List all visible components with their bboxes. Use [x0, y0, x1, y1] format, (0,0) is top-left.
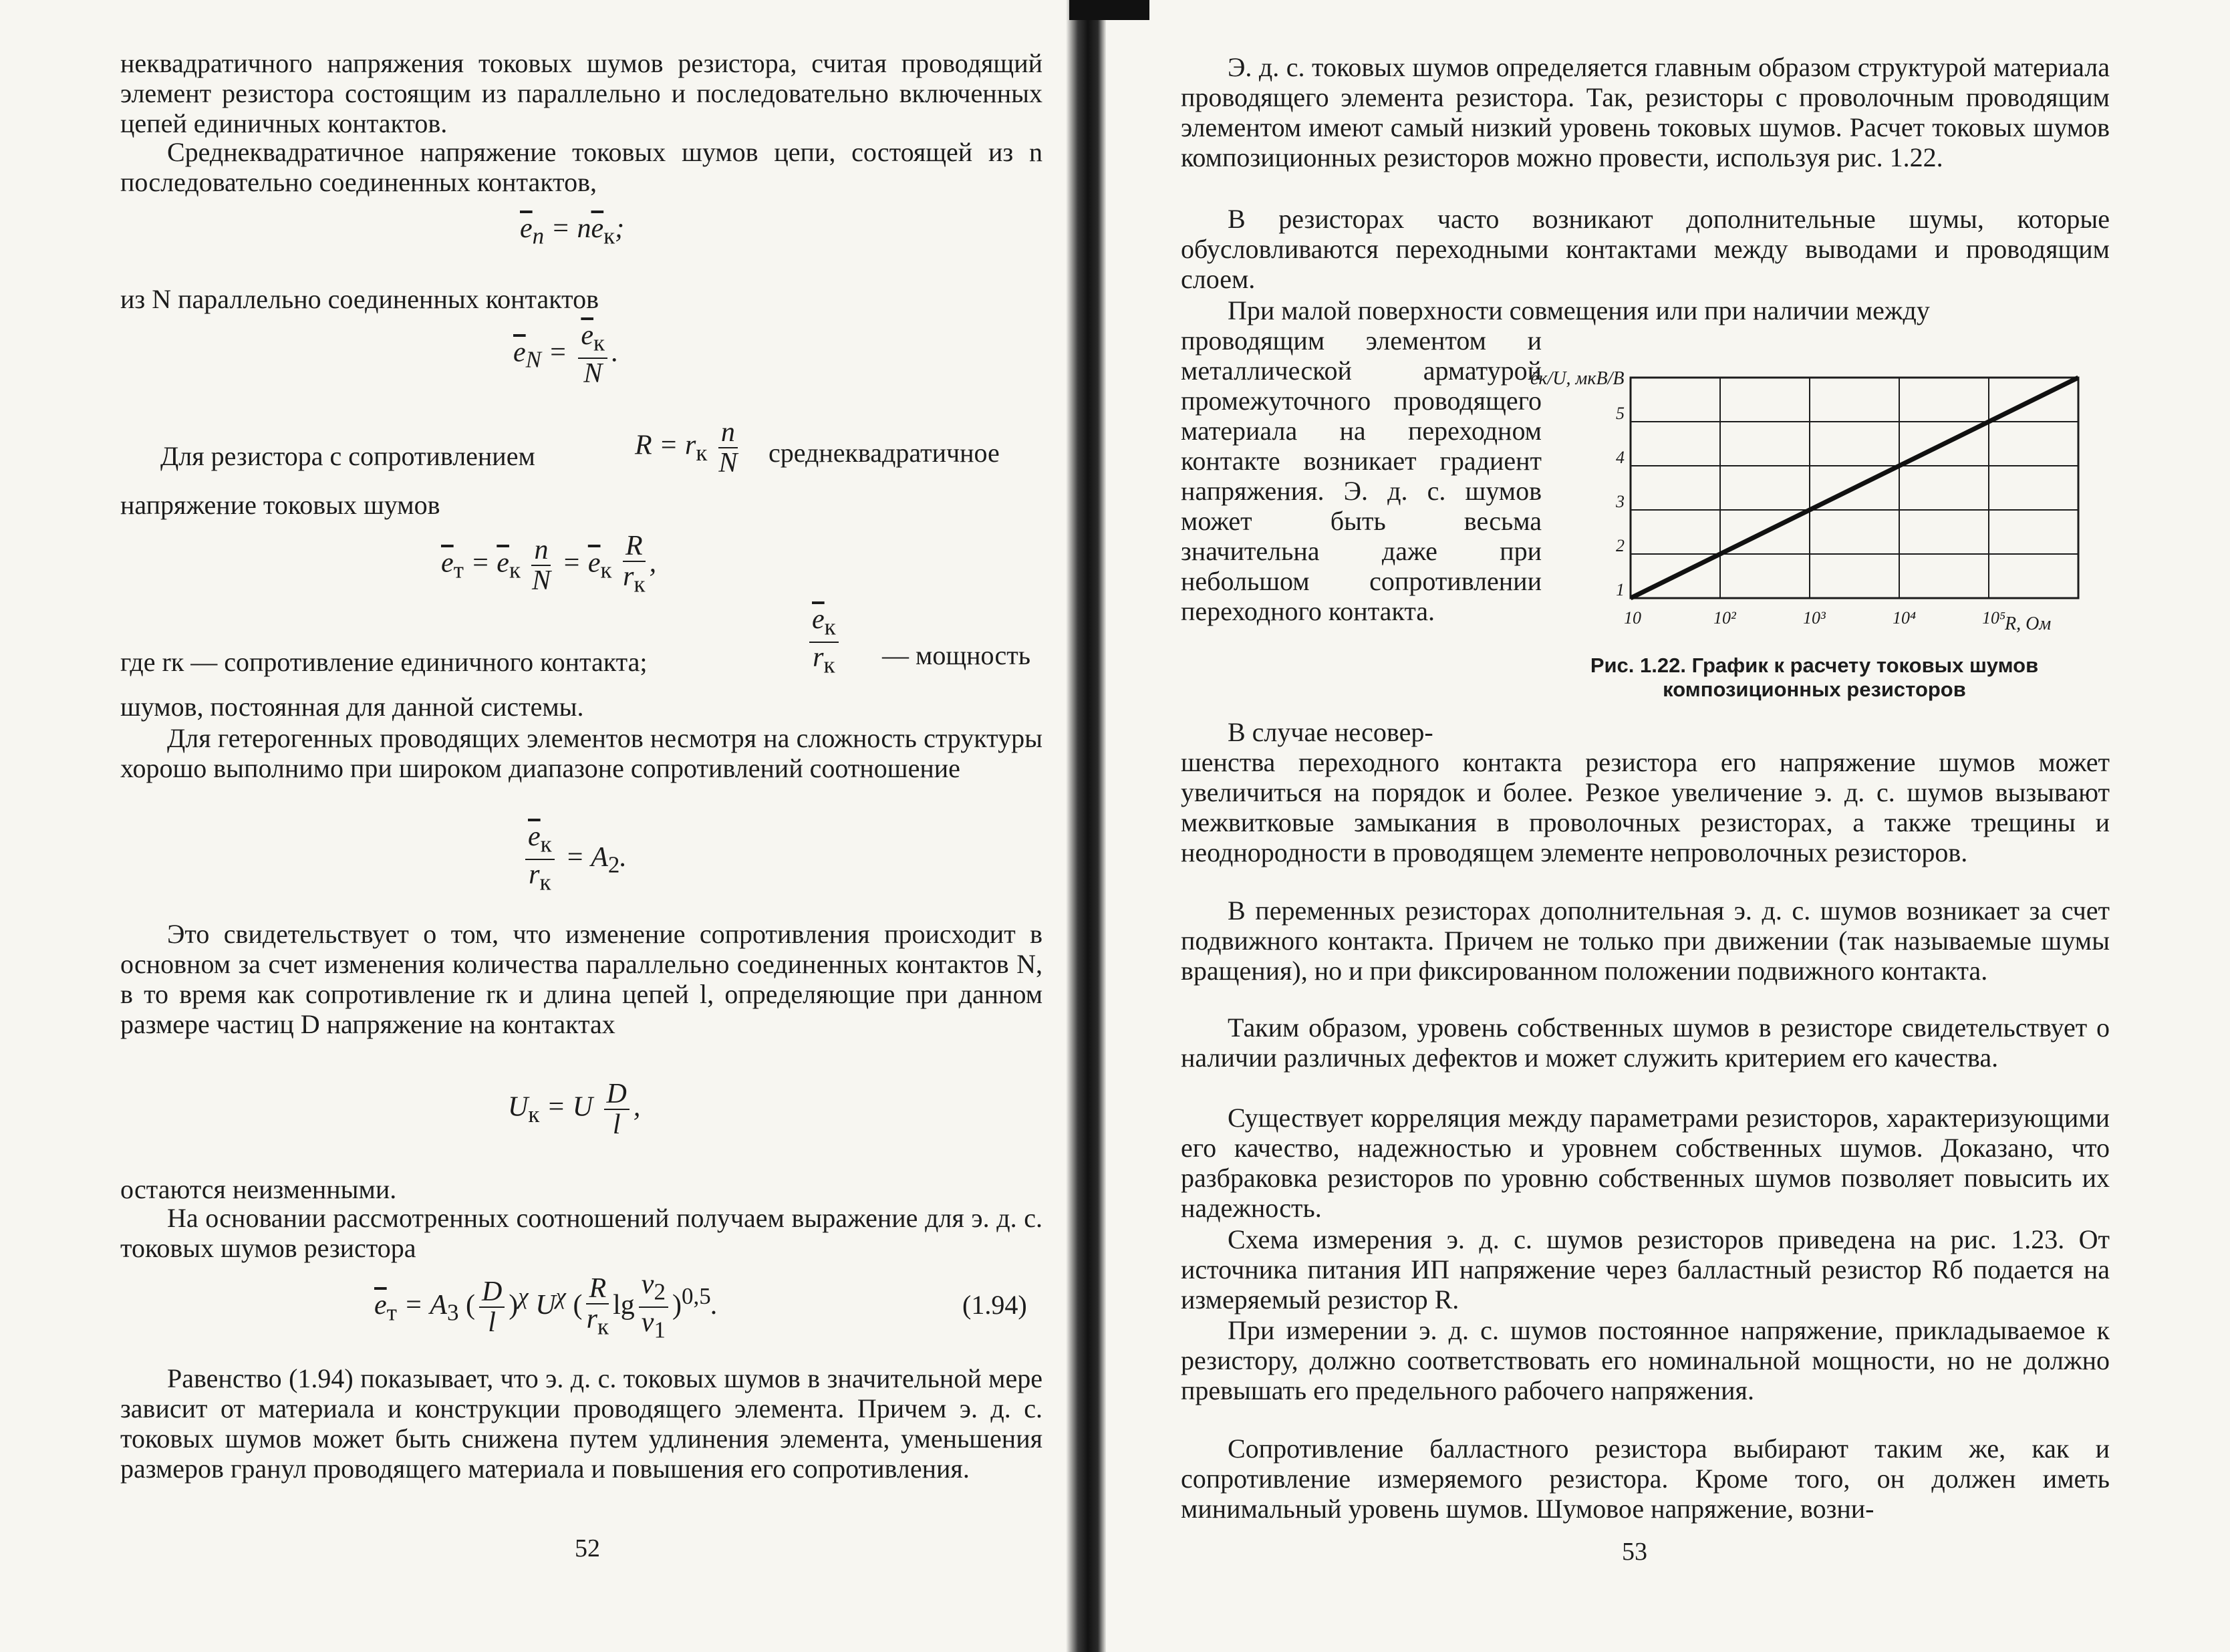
formula-eT: $\overline{e}_т = \overline{e}_к$ $\frac{n}{N}$ = $\overline{e}_к$ $\frac{R}{r_к}$ ,	[441, 531, 657, 597]
paragraph-wrapped: В случае несовер-	[1228, 717, 1433, 747]
equation-number: (1.94)	[962, 1290, 1027, 1320]
paragraph: Существует корреляция между параметрами резисторов, характеризующими его качество, надежностью и уровнем собственных шумов. Доказано, что разбраковка резисторов по уровню собственных шумов позволяет повысить их надежность.	[1181, 1103, 2110, 1223]
paragraph: Э. д. с. токовых шумов определяется главным образом структурой материала проводящего элемента резистора. Так, резисторы с проволочным проводящим элементом имеют самый низкий уровень токовых шумов. Расчет токовых шумов композиционных резисторов можно провести, используя рис. 1.22.	[1181, 52, 2110, 172]
paragraph: Это свидетельствует о том, что изменение сопротивления происходит в основном за счет изменения количества параллельно соединенных контактов N, в то время как сопротивление rк и длина цепей l, определяющие при данном размере частиц D напряжение на контактах	[120, 919, 1042, 1039]
chart-series	[1631, 378, 2078, 598]
paragraph: В резисторах часто возникают дополнительные шумы, которые обусловливаются переходными контактами между выводами и проводящим слоем.	[1181, 204, 2110, 294]
paragraph: Равенство (1.94) показывает, что э. д. с. токовых шумов в значительной мере зависит от материала и конструкции проводящего элемента. Причем э. д. с. токовых шумов может быть снижена путем удлинения элемента, уменьшения размеров гранул проводящего материала и повышения его сопротивления.	[120, 1363, 1042, 1484]
paragraph: шенства переходного контакта резистора его напряжение шумов может увеличиться на порядок и более. Резкое увеличение э. д. с. шумов вызывают межвитковые замыкания в проволочных резисторах, а также трещины и неоднородности в проводящем элементе непроволочных резисторов.	[1181, 747, 2110, 867]
y-tick-label: 3	[1616, 492, 1625, 511]
paragraph: При измерении э. д. с. шумов постоянное напряжение, прикладываемое к резистору, должно соответствовать его номинальной мощности, но не должно превышать его предельного рабочего напряжения.	[1181, 1315, 2110, 1405]
y-tick-label: 4	[1616, 448, 1625, 467]
paragraph: Схема измерения э. д. с. шумов резисторов приведена на рис. 1.23. От источника питания ИП напряжение через балластный резистор Rб подается на измеряемый резистор R.	[1181, 1224, 2110, 1315]
paragraph: Таким образом, уровень собственных шумов в резисторе свидетельствует о наличии различных дефектов и может служить критерием его качества.	[1181, 1012, 2110, 1073]
paragraph: На основании рассмотренных соотношений получаем выражение для э. д. с. токовых шумов резистора	[120, 1203, 1042, 1263]
paragraph: В переменных резисторах дополнительная э. д. с. шумов возникает за счет подвижного контакта. Причем не только при движении (так называемые шумы вращения), но и при фиксированном положении подвижного контакта.	[1181, 896, 2110, 986]
paragraph: Среднеквадратичное напряжение токовых шумов цепи, состоящей из n последовательно соединенных контактов,	[120, 137, 1042, 197]
noise-chart	[1530, 361, 2105, 642]
x-tick-label: 10²	[1713, 608, 1736, 628]
paragraph: среднеквадратичное	[769, 438, 1000, 468]
paragraph: Для резистора с сопротивлением	[160, 441, 535, 471]
formula-A2: $\frac{\overline{e}_к}{r_к}$ = $A_2$.	[521, 822, 627, 898]
formula-en: $\overline{e}_n = n\overline{e}_к$;	[520, 213, 625, 249]
page-number: 52	[575, 1534, 600, 1562]
x-tick-label: 10⁴	[1893, 608, 1917, 628]
x-tick-labels	[1624, 608, 2005, 628]
x-tick-label: 10	[1624, 608, 1641, 628]
paragraph: неквадратичного напряжения токовых шумов резистора, считая проводящий элемент резистора состоящим из параллельно и последовательно включенных цепей единичных контактов.	[120, 48, 1042, 138]
paragraph: из N параллельно соединенных контактов	[120, 284, 599, 314]
paragraph: — мощность	[882, 640, 1030, 670]
x-axis-label: R, Ом	[2005, 613, 2052, 634]
x-tick-label: 10⁵	[1982, 608, 2006, 628]
paragraph: остаются неизменными.	[120, 1174, 397, 1204]
formula-1-94: $\overline{e}_т = A_3$ ( $\frac{D}{l}$ )$^\chi$ $U^\chi$ ( $\frac{R}{r_к}$ lg $\frac{\nu_2}{\nu_1}$ )$^{0,5}$.	[374, 1269, 718, 1343]
paragraph-wrapped: проводящим элементом и металлической арматурой промежуточного проводящего материала на переходном контакте возникает градиент напряжения. Э. д. с. шумов может быть весьма значительна даже при небольшом сопротивлении переходного контакта.	[1181, 325, 1542, 626]
y-axis-label: ēк/U, мкВ/В	[1530, 368, 1625, 389]
y-tick-labels	[1615, 404, 1625, 599]
figure-caption: Рис. 1.22. График к расчету токовых шумов композиционных резисторов	[1590, 654, 2039, 701]
paragraph: Для гетерогенных проводящих элементов несмотря на сложность структуры хорошо выполнимо при широком диапазоне сопротивлений соотношение	[120, 723, 1042, 783]
paragraph: При малой поверхности совмещения или при наличии между	[1228, 295, 1930, 325]
x-tick-label: 10³	[1803, 608, 1826, 628]
y-tick-label: 2	[1616, 536, 1625, 555]
formula-eN: $\overline{e}_N$ = $\frac{\overline{e}_к}{N}$ .	[513, 320, 619, 390]
paragraph: где rк — сопротивление единичного контакта;	[120, 647, 648, 677]
series-line	[1631, 378, 2078, 598]
paragraph: Сопротивление балластного резистора выбирают таким же, как и сопротивление измеряемого резистора. Кроме того, он должен иметь минимальный уровень шумов. Шумовое напряжение, возни-	[1181, 1433, 2110, 1524]
formula-ek-rk: $\frac{\overline{e}_к}{r_к}$	[805, 605, 843, 680]
y-tick-label: 5	[1616, 404, 1625, 423]
paragraph: шумов, постоянная для данной системы.	[120, 692, 584, 722]
formula-R: $R = r_к$ $\frac{n}{N}$	[635, 417, 738, 478]
page-number: 53	[1622, 1538, 1647, 1566]
y-tick-label: 1	[1616, 580, 1625, 599]
formula-Uk: $U_к = U$ $\frac{D}{l}$ ,	[508, 1079, 641, 1140]
left-page	[0, 0, 1076, 1652]
right-page	[1109, 0, 2230, 1652]
paragraph: напряжение токовых шумов	[120, 490, 440, 520]
